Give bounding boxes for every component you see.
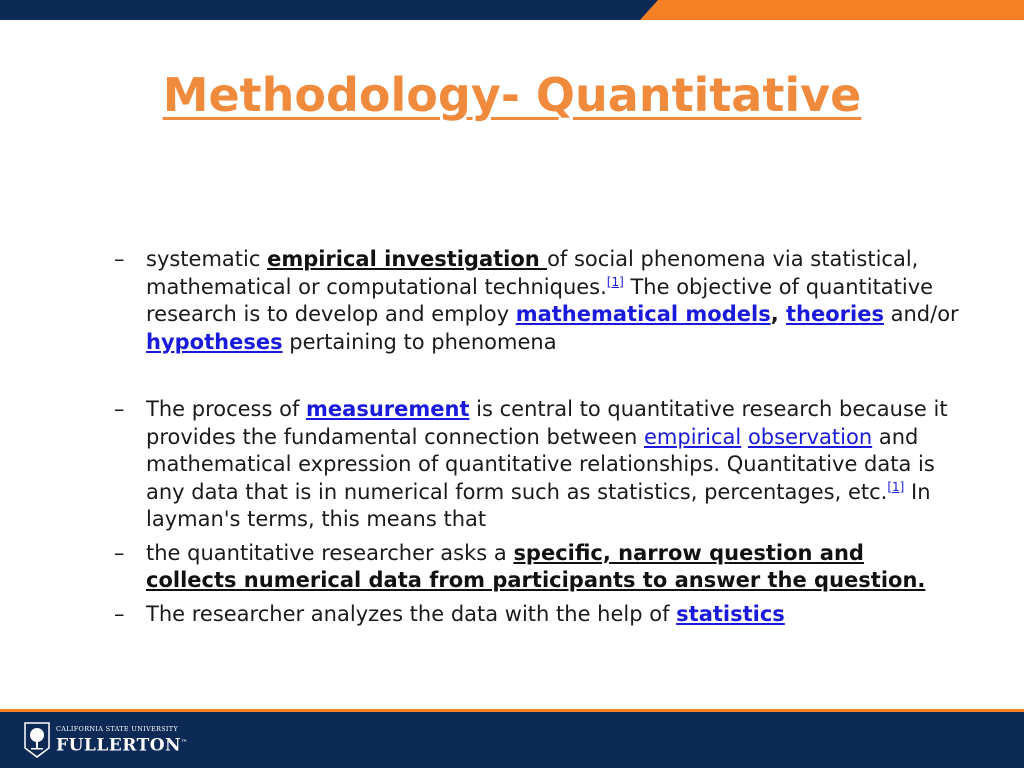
bullet-text: and/or <box>883 302 959 326</box>
bullet-text: pertaining to phenomena <box>282 329 557 354</box>
measurement-link[interactable]: measurement <box>306 397 470 421</box>
bullet-dash: – <box>114 601 125 626</box>
bullet-text: is central to quantitative research because it provides the fundamental connection between <box>146 397 948 449</box>
slide-body <box>114 246 959 628</box>
bullet-comma: , <box>770 302 786 326</box>
bullet-item <box>114 396 959 534</box>
bullet-text: the quantitative researcher asks a <box>146 540 514 565</box>
bullet-text: systematic <box>146 247 268 271</box>
university-name: FULLERTON <box>56 735 182 756</box>
reference-sup <box>887 480 904 494</box>
top-banner-accent <box>640 0 1024 20</box>
observation-link[interactable]: observation <box>747 424 873 449</box>
top-banner <box>0 0 1024 20</box>
reference-link[interactable]: [1] <box>887 479 905 494</box>
reference-sup <box>607 275 624 289</box>
hypotheses-link[interactable]: hypotheses <box>146 329 283 354</box>
slide-title: Methodology- Quantitative <box>162 68 862 122</box>
bullet-item <box>114 601 959 629</box>
empirical-investigation-link[interactable]: empirical investigation <box>267 247 548 271</box>
bullet-dash: – <box>114 247 125 271</box>
mathematical-models-link[interactable]: mathematical models <box>515 302 771 326</box>
bullet-text <box>741 425 748 449</box>
bullet-dash: – <box>114 397 125 421</box>
logo-wordmark <box>56 725 188 756</box>
reference-link[interactable]: [1] <box>606 274 624 289</box>
research-question-emphasis: specific, narrow question and collects numerical data from participants to answer the question. <box>146 540 926 592</box>
bullet-text: The objective of quantitative research is to develop and employ <box>146 274 934 326</box>
university-logo <box>24 722 188 758</box>
trademark-mark: ™ <box>181 738 188 746</box>
footer-bar <box>0 712 1024 768</box>
bullet-item <box>114 246 959 356</box>
bullet-dash: – <box>114 540 125 565</box>
statistics-link[interactable]: statistics <box>676 601 785 626</box>
theories-link[interactable]: theories <box>785 302 884 326</box>
bullet-text: and mathematical expression of quantitative relationships. Quantitative data is any data that is in numerical form such as statistics, percentages, etc. <box>146 424 935 504</box>
bullet-text: The researcher analyzes the data with the help of <box>146 601 677 626</box>
university-system-label: CALIFORNIA STATE UNIVERSITY <box>56 724 179 733</box>
bullet-text: The process of <box>146 397 307 421</box>
bullet-item <box>114 540 959 595</box>
tree-seal-icon <box>24 722 50 758</box>
empirical-link[interactable]: empirical <box>644 424 742 449</box>
bullet-text: of social phenomena via statistical, mathematical or computational techniques. <box>146 247 919 299</box>
bullet-text: In layman's terms, this means that <box>146 479 931 531</box>
university-name-wrap <box>56 733 188 756</box>
